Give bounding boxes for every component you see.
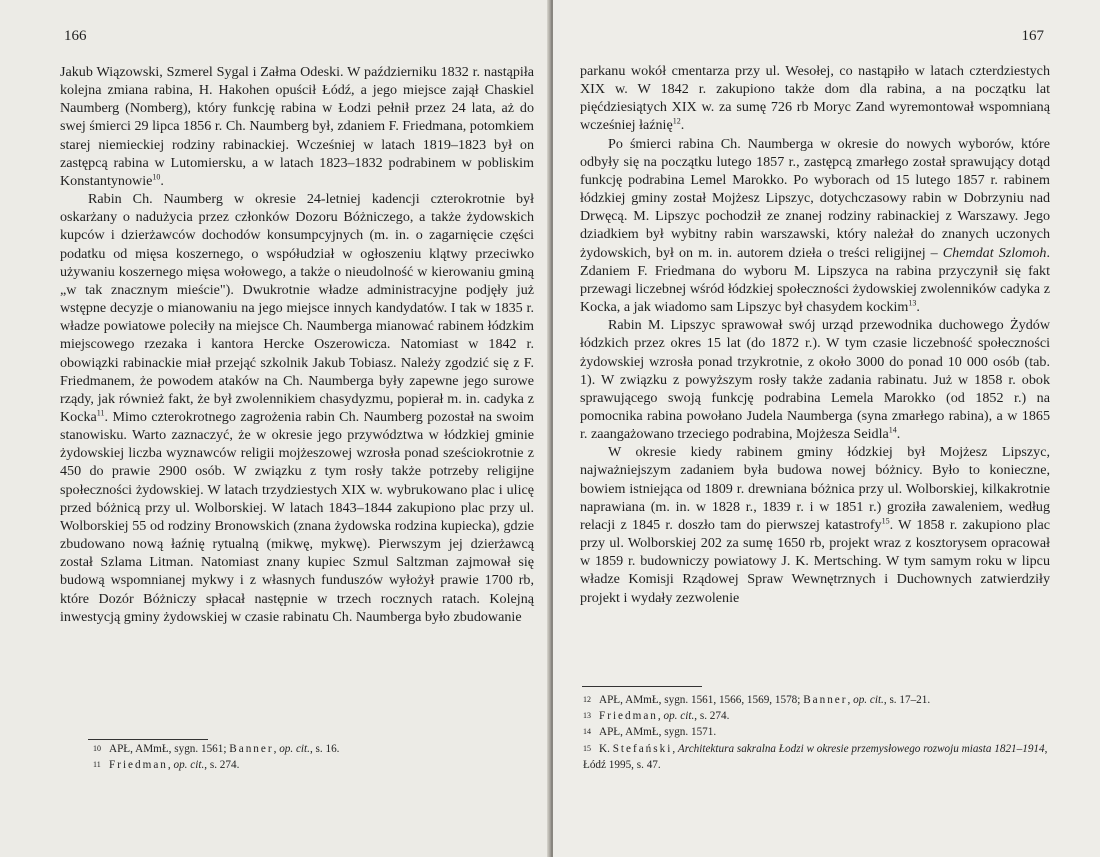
- footnote-rule-left: [88, 739, 208, 740]
- text-run: ,: [847, 694, 854, 706]
- text-run: Rabin Ch. Naumberg w okresie 24-letniej kadencji czterokrotnie był oskarżany o nadużycia przez członków Dozoru Bóżniczego, a także żydowskich kupców i dzierżawców dochodów konsumpcyjnych (m. in. o zagarnięcie części podatku od mięsa koszernego, o współudział w ogłoszeniu klątwy przeciwko używaniu koszernego mięsa wołowego, a także o nieudolność w kierowaniu gminą „w tak znacznym mieście"). Dwukrotnie władze administracyjne podjęły już wstępne decyzje o mianowaniu na jego miejsce innych kandydatów. I tak w 1835 r. władze powiatowe poleciły na miejsce Ch. Naumberga mianować rabinem łódzkim miejscowego rzezaka i kantora Hercke Oszerowicza. Natomiast w 1842 r. obowiązki rabinackie miał przejąć szkolnik Jakub Tobiasz. Należy zgodzić się z F. Friedmanem, że powodem ataków na Ch. Naumberga były zapewne jego surowe rządy, jak również fakt, że był zwolennikiem chasydyzmu, popierał m. in. cadyka z Kocka: [60, 191, 534, 425]
- text-run: W okresie kiedy rabinem gminy łódzkiej był Mojżesz Lipszyc, najważniejszym zadaniem była budowa nowej bóżnicy. Było to konieczne, bowiem istniejąca od 1809 r. drewniana bóżnica przy ul. Wolborskiej, kilkakrotnie naprawiana (m. in. w 1828 r., 1839 r. i w 1851 r.) groziła zawaleniem, według relacji z 1845 r. doszło tam do pierwszej katastrofy: [580, 444, 1050, 533]
- text-run: ,: [657, 710, 664, 723]
- footnote-number: 13: [583, 711, 591, 721]
- footnote-reference: 15: [881, 516, 890, 526]
- text-run: ,: [167, 759, 174, 772]
- text-run: . Mimo czterokrotnego zagrożenia rabin Ch. Naumberg pozostał na swoim stanowisku. Warto zaznaczyć, że w okresie jego przywództwa w łódzkiej gminie żydowskiej liczba wyznawców religii mojżeszowej wzrosła ponad sześciokrotnie z 450 do prawie 2900 osób. W związku z tym rosły także potrzeby religijne społeczności żydowskiej. W latach trzydziestych XIX w. wybrukowano plac i ulicę przed bóżnicą przy ul. Wolborskiej. W latach 1843–1844 zakupiono plac przy ul. Wolborskiej 55 od rodziny Bronowskich (znana żydowska rodzina kupiecka), gdzie zbudowano nową łaźnię rytualną (mikwę, mykwę). Pierwszym jej dzierżawcą został Szlama Litman. Natomiast znany kupiec Szmul Saltzman zajmował się budową wspomnianej mykwy i z własnych funduszów wyłożył prawie 1700 rb, które Dozór Bóżniczy spłacał następnie w trzech rocznych ratach. Kolejną inwestycją gminy żydowskiej w czasie rabinatu Ch. Naumberga było zbudowanie: [60, 408, 534, 625]
- text-run: Po śmierci rabina Ch. Naumberga w okresie do nowych wyborów, które odbyły się na początku lutego 1857 r., zastępcą zmarłego został sprawujący dotąd funkcję podrabina Lemel Marokko. Po wyborach od 15 lutego 1857 r. rabinem łódzkiej gminy został Mojżesz Lipszyc, dotychczasowy rabin w Dobrzyniu nad Drwęcą. M. Lipszyc pochodził ze znanej rodziny rabinackiej z Warszawy. Jego dziadkiem był wybitny rabin warszawski, który należał do znanych uczonych żydowskich, był on m. in. autorem dzieła o treści religijnej –: [580, 135, 1050, 261]
- footnote: [583, 741, 1053, 773]
- italic-text: Chemdat Szlomoh: [942, 244, 1047, 261]
- footnote: [583, 724, 1053, 740]
- paragraph: [580, 62, 1050, 135]
- italic-text: Architektura sakralna Łodzi w okresie przemysłowego rozwoju miasta 1821–1914: [677, 742, 1045, 755]
- text-run: .: [916, 299, 920, 316]
- italic-text: op. cit.: [663, 710, 695, 723]
- footnote-reference: 12: [672, 116, 681, 126]
- left-body-text: [60, 63, 534, 626]
- footnote: [583, 708, 1053, 724]
- text-run: .: [160, 172, 164, 189]
- text-run: . Zdaniem F. Friedmana do wyboru M. Lipszyca na rabina przyczynił się fakt przewagi liczebnej wśród łódzkiej społeczności żydowskiej zwolenników cadyka z Kocka, a jak wiadomo sam Lipszyc był chasydem kockim: [580, 244, 1050, 316]
- paragraph: [60, 63, 534, 190]
- text-run: , s. 274.: [694, 710, 730, 723]
- footnote-reference: 10: [152, 172, 161, 182]
- left-footnotes: [93, 741, 533, 773]
- italic-text: op. cit.: [173, 759, 205, 772]
- text-run: , s. 17–21.: [883, 694, 931, 706]
- paragraph: [580, 316, 1050, 443]
- paragraph: [60, 190, 534, 626]
- paragraph: [580, 135, 1050, 317]
- italic-text: op. cit.: [279, 743, 310, 755]
- footnote-number: 15: [583, 743, 591, 753]
- text-run: APŁ, AMmŁ, sygn. 1561, 1566, 1569, 1578;: [599, 694, 804, 706]
- paragraph: [580, 443, 1050, 606]
- footnote: [93, 757, 533, 773]
- text-run: Jakub Wiązowski, Szmerel Sygal i Załma Odeski. W październiku 1832 r. nastąpiła kolejna zmiana rabina, H. Hakohen opuścił Łódź, a jego miejsce zajął Chaskiel Naumberg (Nomberg), który funkcję rabina w Łodzi pełnił przez 24 lata, aż do swej śmierci 29 lipca 1856 r. Ch. Naumberg był, zdaniem F. Friedmana, potomkiem starej niemieckiej rodziny rabinackiej. Wcześniej w latach 1819–1823 był on zastępcą rabina w Lutomiersku, a w latach 1823–1832 podrabinem w pobliskim Konstantynowie: [60, 64, 534, 189]
- text-run: Rabin M. Lipszyc sprawował swój urząd przewodnika duchowego Żydów łódzkich przez okres 15 lat (do 1872 r.). W tym czasie liczebność społeczności żydowskiej wzrosła ponad trzykrotnie, z około 3000 do ponad 10 000 osób (tab. 1). W związku z powyższym rosły także zadania rabinatu. Już w 1858 r. obok sprawującego swoją funkcję podrabina Lemela Marokko (od 1852 r.) na pomocnika rabina powołano Judela Naumberga (syna zmarłego rabina), a w 1865 r. zaangażowano trzeciego podrabina, Mojżesza Seidla: [580, 317, 1050, 443]
- footnote-number: 12: [583, 695, 591, 704]
- spaced-author-name: Friedman: [109, 759, 168, 772]
- text-run: parkanu wokół cmentarza przy ul. Wesołej, co nastąpiło w latach czterdziestych XIX w. W 1842 r. zakupiono także dom dla rabina, a na początku lat pięćdziesiątych XIX w. za sumę 726 rb Moryc Zand wyremontował wspomnianą wcześniej łaźnię: [580, 63, 1050, 134]
- footnote-reference: 13: [908, 298, 917, 308]
- text-run: , s. 16.: [309, 743, 340, 755]
- text-run: .: [896, 426, 901, 443]
- footnote-rule-right: [582, 686, 702, 687]
- footnote: [93, 741, 533, 757]
- page-number-left: 166: [64, 28, 87, 44]
- text-run: ,: [672, 742, 678, 755]
- footnote-reference: 14: [888, 425, 897, 435]
- spaced-author-name: Friedman: [599, 710, 658, 723]
- spaced-author-name: Banner: [803, 694, 848, 706]
- text-run: APŁ, AMmŁ, sygn. 1571.: [599, 726, 717, 739]
- spaced-author-name: Stefański: [612, 742, 673, 755]
- footnote-number: 14: [583, 727, 591, 737]
- page-number-right: 167: [1021, 28, 1044, 44]
- text-run: K.: [599, 742, 613, 755]
- footnote-reference: 11: [96, 408, 105, 418]
- spaced-author-name: Banner: [229, 743, 274, 755]
- footnote: [583, 692, 1053, 708]
- text-run: , s. 274.: [204, 759, 240, 772]
- text-run: ,: [273, 743, 280, 755]
- text-run: . W 1858 r. zakupiono plac przy ul. Wolborskiej 202 za sumę 1650 rb, projekt wraz z kosztorysem opracował w 1859 r. budowniczy powiatowy J. K. Mertsching. W tym samym roku w lipcu władze Komisji Rządowej Spraw Wewnętrznych i Duchownych zatwierdziły projekt i wydały zezwolenie: [580, 516, 1050, 606]
- footnote-number: 11: [93, 760, 101, 770]
- footnote-number: 10: [93, 744, 101, 753]
- right-body-text: [580, 62, 1050, 607]
- italic-text: op. cit.: [853, 694, 884, 706]
- text-run: , Łódź 1995, s. 47.: [583, 742, 1048, 771]
- right-footnotes: [583, 692, 1053, 773]
- text-run: .: [680, 117, 685, 134]
- text-run: APŁ, AMmŁ, sygn. 1561;: [109, 743, 230, 755]
